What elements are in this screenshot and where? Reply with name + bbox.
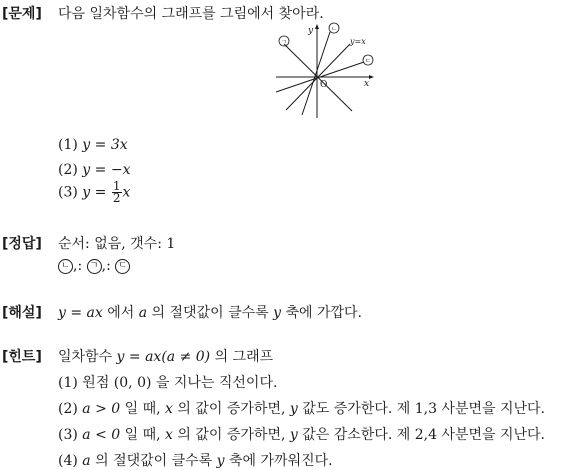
problem-item-3: (3) y = $\frac{1}{2}$ x [58,179,131,205]
answer-marker-2: ㄱ [87,259,102,274]
hint-title: 일차함수 y = ax(a ≠ 0) 의 그래프 [58,349,274,365]
marker-3: ㄷ [365,58,371,65]
answer-tag: [정답] [2,236,42,252]
line-steep-positive [302,32,330,115]
yx-line-label: y=x [350,37,366,46]
answer-line2: ㄴ ,: ㄱ ,: ㄷ [58,258,130,274]
problem-item-1: (1) y = 3x [58,137,128,153]
hint-line-3: (3) a < 0 일 때, x 의 값이 증가하면, y 값은 감소한다. 제 2,4 사분면을 지난다. [58,427,545,443]
marker-2: ㄴ [331,26,337,33]
y-axis-arrow [315,24,319,29]
hint-tag: [힌트] [2,349,42,365]
x-axis-arrow [369,75,374,79]
answer-marker-3: ㄷ [115,259,130,274]
x-axis-label: x [364,79,370,89]
problem-item-2: (2) y = −x [58,162,131,178]
answer-line1: 순서: 없음, 갯수: 1 [58,236,176,252]
y-axis-label: y [308,26,314,36]
marker-1: ㄱ [281,39,287,46]
fraction: $\frac{1}{2}$ [112,179,121,205]
origin-label: O [320,80,328,90]
hint-line-1: (1) 원점 (0, 0) 을 지나는 직선이다. [58,375,278,391]
hint-line-2: (2) a > 0 일 때, x 의 값이 증가하면, y 값도 증가한다. 제 1,3 사분면을 지난다. [58,401,545,417]
problem-text: 다음 일차함수의 그래프를 그림에서 찾아라. [58,6,324,22]
problem-tag: [문제] [2,6,42,22]
function-graph [272,22,378,118]
answer-marker-1: ㄴ [58,259,73,274]
hint-line-4: (4) a 의 절댓값이 클수록 y 축에 가까워진다. [58,453,333,469]
explanation-text: y = ax 에서 a 의 절댓값이 클수록 y 축에 가깝다. [58,305,363,321]
explanation-tag: [해설] [2,305,42,321]
